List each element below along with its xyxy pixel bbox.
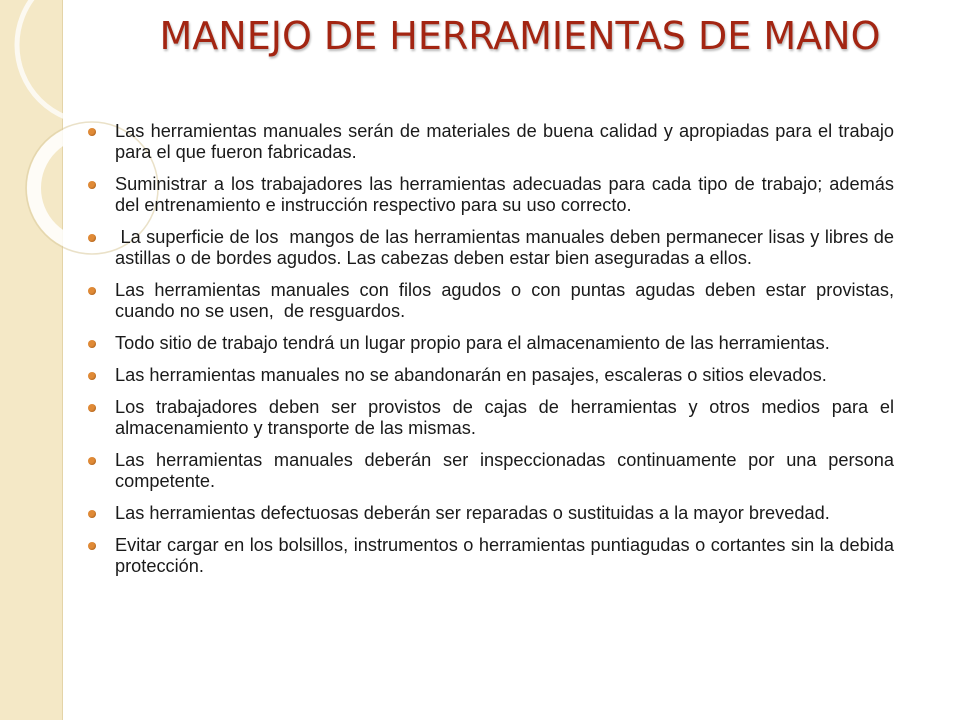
bullet-text: Todo sitio de trabajo tendrá un lugar propio para el almacenamiento de las herramientas. — [115, 333, 830, 353]
bullet-item — [88, 333, 894, 354]
bullet-dot-icon — [88, 234, 96, 242]
bullet-text: Las herramientas manuales serán de materiales de buena calidad y apropiadas para el trabajo para el que fueron fabricadas. — [115, 121, 900, 162]
bullet-item — [88, 227, 900, 269]
slide-title: MANEJO DE HERRAMIENTAS DE MANO — [159, 14, 881, 58]
large-arc-ring — [17, 0, 170, 123]
bullet-dot-icon — [88, 542, 96, 550]
bullet-dot-icon — [88, 510, 96, 518]
bullet-item — [88, 450, 900, 492]
bullet-dot-icon — [88, 404, 96, 412]
bullet-item — [88, 397, 900, 439]
bullet-text: Evitar cargar en los bolsillos, instrumentos o herramientas puntiagudas o cortantes sin la debida protección. — [115, 535, 900, 576]
bullet-dot-icon — [88, 457, 96, 465]
bullet-text: Las herramientas defectuosas deberán ser reparadas o sustituidas a la mayor brevedad. — [115, 503, 830, 523]
bullet-text: Las herramientas manuales con filos agudos o con puntas agudas deben estar provistas, cuando no se usen, de resguardos. — [115, 280, 900, 321]
bullet-list — [88, 121, 900, 588]
bullet-item — [88, 535, 900, 577]
bullet-item — [88, 121, 900, 163]
bullet-dot-icon — [88, 181, 96, 189]
bullet-dot-icon — [88, 340, 96, 348]
bullet-dot-icon — [88, 128, 96, 136]
bullet-item — [88, 174, 900, 216]
bullet-text: Las herramientas manuales no se abandonarán en pasajes, escaleras o sitios elevados. — [115, 365, 827, 385]
bullet-dot-icon — [88, 372, 96, 380]
bullet-item — [88, 280, 900, 322]
bullet-item — [88, 365, 894, 386]
bullet-item — [88, 503, 894, 524]
bullet-text: Las herramientas manuales deberán ser inspeccionadas continuamente por una persona competente. — [115, 450, 900, 491]
bullet-text: Suministrar a los trabajadores las herramientas adecuadas para cada tipo de trabajo; además del entrenamiento e instrucción respectivo para su uso correcto. — [115, 174, 900, 215]
bullet-text: Los trabajadores deben ser provistos de cajas de herramientas y otros medios para el almacenamiento y transporte de las mismas. — [115, 397, 900, 438]
bullet-text: La superficie de los mangos de las herramientas manuales deben permanecer lisas y libres de astillas o de bordes agudos. Las cabezas deben estar bien aseguradas a ellos. — [115, 227, 900, 268]
bullet-dot-icon — [88, 287, 96, 295]
